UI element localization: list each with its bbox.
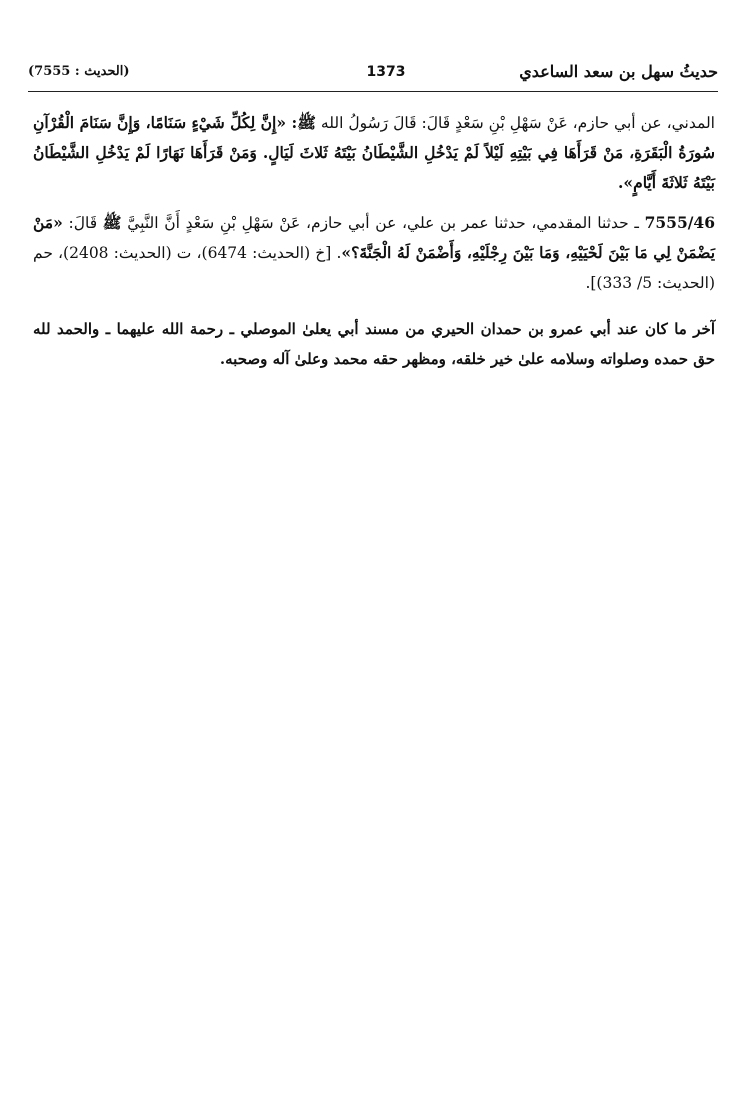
header-divider [28, 91, 718, 92]
page-number: 1373 [366, 64, 406, 80]
running-title: حديثُ سهل بن سعد الساعدي [519, 62, 718, 81]
hadith-reference: (الحديث : 7555) [28, 64, 130, 79]
hadith-entry [33, 208, 715, 298]
isnad-text: ـ حدثنا المقدمي، حدثنا عمر بن علي، عن أبي حازم، عَنْ سَهْلِ بْنِ سَعْدٍ أَنَّ النَّبِيَّ [121, 214, 645, 232]
colophon: آخر ما كان عند أبي عمرو بن حمدان الحيري من مسند أبي يعلىٰ الموصلي ـ رحمة الله عليهما ـ والحمد لله حق حمده وصلواته وسلامه علىٰ خير خلقه، ومظهر حقه محمد وعلىٰ آله وصحبه. [33, 320, 715, 368]
qala-text: قَالَ: [62, 214, 103, 232]
page-body [33, 108, 715, 374]
narration-text: المدني، عن أبي حازم، عَنْ سَهْلِ بْنِ سَعْدٍ قَالَ: قَالَ رَسُولُ الله [315, 114, 715, 132]
cross-references: . [خ (الحديث: 6474)، ت (الحديث: 2408)، حم (الحديث: 5/ 333)]. [33, 244, 715, 292]
salutation-glyph: ﷺ [297, 113, 316, 132]
page-header [28, 62, 718, 88]
prophetic-quote: : «إِنَّ لِكُلِّ شَيْءٍ سَنَامًا، وَإِنَّ سَنَامَ الْقُرْآنِ سُورَةُ الْبَقَرَةِ، مَنْ قَرَأَهَا فِي بَيْتِهِ لَيْلاً لَمْ يَدْخُلِ الشَّيْطَانُ بَيْتَهُ ثَلاثَ لَيَالٍ. وَمَنْ قَرَأَهَا نَهَارًا لَمْ يَدْخُلِ الشَّيْطَانُ بَيْتَهُ ثَلاثَةَ أَيَّامٍ». [33, 113, 715, 192]
prophetic-quote: «مَنْ يَضْمَنْ لِي مَا بَيْنَ لَحْيَيْهِ، وَمَا بَيْنَ رِجْلَيْهِ، وَأَضْمَنْ لَهُ الْجَنَّةَ؟» [33, 213, 716, 262]
salutation-glyph: ﷺ [102, 213, 122, 232]
paragraph-continuation [33, 108, 715, 198]
hadith-number: 7555/46 [644, 213, 715, 232]
